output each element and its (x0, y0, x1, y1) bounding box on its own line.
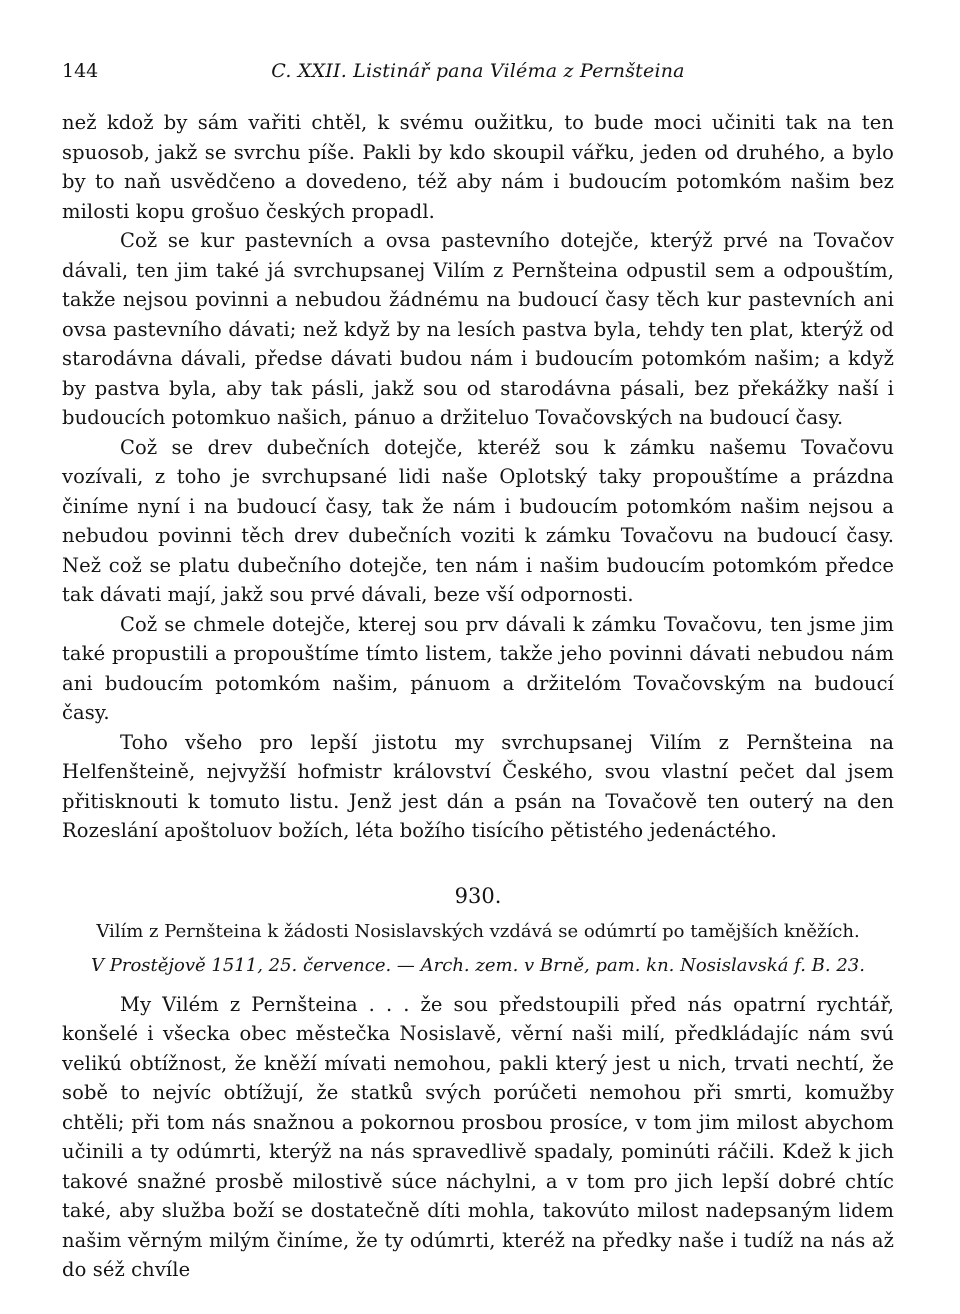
continuation-text (62, 108, 894, 846)
paragraph: Což se chmele dotejče, kterej sou prv dávali k zámku Tovačovu, ten jsme jim také propustili a propouštíme tímto listem, takže jeho povinni dávati nebudou nám ani budoucím potomkóm našim, pánuom a držitelóm Tovačovským na budoucí časy. (62, 612, 894, 724)
running-title: C. XXII. Listinář pana Viléma z Pernšteina (271, 60, 685, 82)
entry-text (62, 990, 894, 1285)
entry-summary: Vilím z Pernšteina k žádosti Nosislavských vzdává se odúmrtí po tamějších kněžích. (96, 920, 860, 942)
paragraph: než kdož by sám vařiti chtěl, k svému oužitku, to bude moci učiniti tak na ten spuosob, jakž se svrchu píše. Pakli by kdo skoupil vářku, jeden od druhého, a bylo by to naň usvědčeno a dovedeno, též aby nám i budoucím potomkóm našim bez milosti kopu grošuo českých propadl. (62, 111, 894, 223)
paragraph: Toho všeho pro lepší jistotu my svrchupsanej Vilím z Pernšteina na Helfenšteině, nejvyžší hofmistr království Českého, svou vlastní pečet dal jsem přitisknouti k tomuto listu. Jenž jest dán a psán na Tovačově ten outerý na den Rozeslání apoštoluov božích, léta božího tisícího pětistého jedenáctého. (62, 730, 894, 842)
entry-source: V Prostějově 1511, 25. července. — Arch. zem. v Brně, pam. kn. Nosislavská f. B. 23. (91, 954, 865, 976)
paragraph: Což se kur pastevních a ovsa pastevního dotejče, kterýž prvé na Tovačov dávali, ten jim také já svrchupsanej Vilím z Pernšteina odpustil sem a odpouštím, takže nejsou povinni a nebudou žádnému na budoucí časy těch kur pastevních ani ovsa pastevního dávati; než když by na lesích pastva byla, tehdy ten plat, kterýž od starodávna dávali, předse dávati budou nám i budoucím potomkóm našim; a když by pastva byla, aby tak pásli, jakž sou od starodávna pásali, bez překážky naší i budoucích potomkuo našich, pánuo a držiteluo Tovačovských na budoucí časy. (62, 229, 894, 429)
document-page (62, 56, 894, 1285)
page-number: 144 (62, 60, 99, 82)
running-head (62, 56, 894, 90)
entry-number: 930. (454, 883, 502, 908)
paragraph: Což se drev dubečních dotejče, kteréž sou k zámku našemu Tovačovu vozívali, z toho je svrchupsané lidi naše Oplotský taky propouštíme a prázdna činíme nyní i na budoucí časy, tak že nám i budoucím potomkóm našim nejsou a nebudou povinni těch drev dubečních voziti k zámku Tovačovu na budoucí časy. Než což se platu dubečního dotejče, ten nám i našim budoucím potomkóm předce tak dávati mají, jakž sou prvé dávali, beze vší odpornosti. (62, 435, 894, 606)
paragraph: My Vilém z Pernšteina . . . že sou předstoupili před nás opatrní rychtář, konšelé i všecka obec městečka Nosislavě, věrní naši milí, předkládajíc nám svú velikú obtížnost, že kněží mívati nemohou, pakli který jest u nich, trvati nechtí, že sobě to nejvíc obtížují, že statků svých porúčeti nemohou při smrti, komužby chtěli; při tom nás snažnou a pokornou prosbou prosíce, v tom jim milost abychom učinili a ty odúmrti, kterýž na nás spravedlivě spadaly, pominúti ráčili. Kdež k jich takové snažné prosbě milostivě súce náchylni, a v tom pro jich lepší dobré chtíc také, aby služba boží se dostatečně díti mohla, takovúto milost nadepsaným lidem našim věrným milým činíme, že ty odúmrti, kteréž na předky naše i tudíž na nás až do séž chvíle (62, 992, 894, 1281)
